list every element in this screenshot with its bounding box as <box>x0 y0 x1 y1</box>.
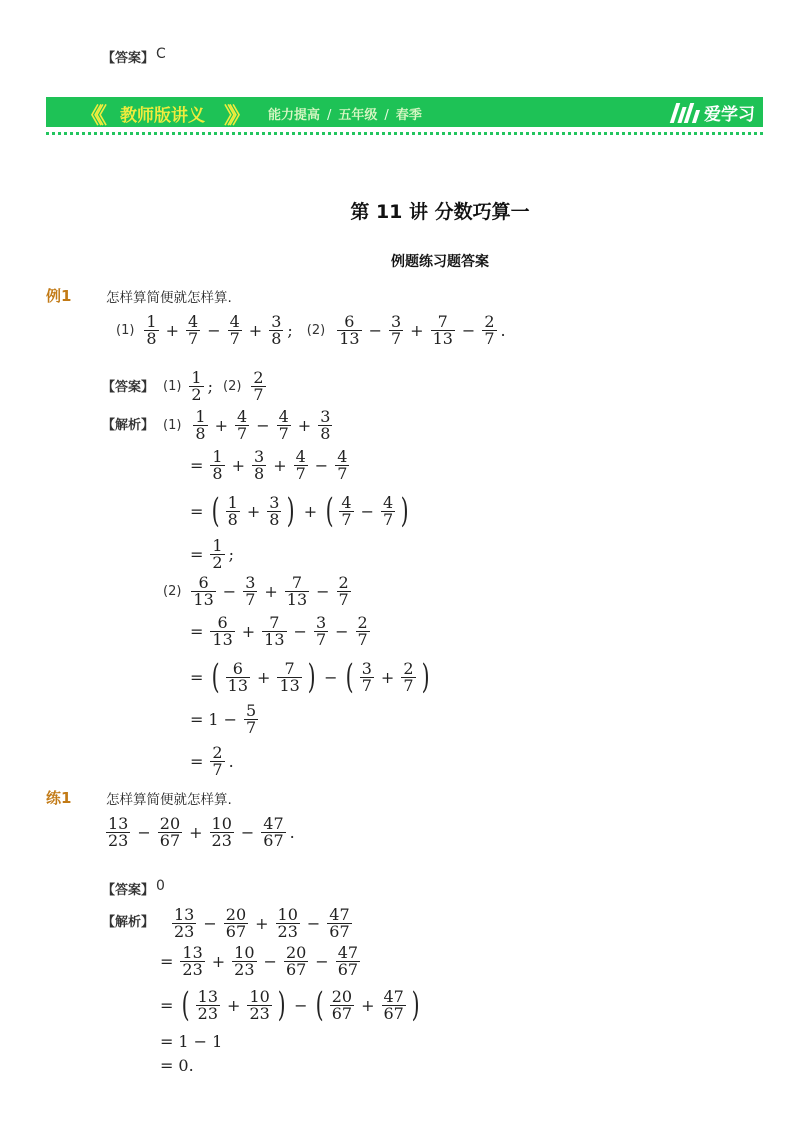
logo-mark-icon <box>670 101 700 123</box>
analysis-label: 【解析】 <box>102 418 155 433</box>
practice-prompt: 怎样算简便就怎样算. <box>106 792 232 808</box>
analysis-step: = ( $\frac{13}{23}$ + $\frac{10}{23}$ ) − ( $\frac{20}{67}$ + $\frac{47}{67}$ ) <box>160 985 420 1025</box>
analysis-step: = 1 − 1 <box>160 1031 223 1051</box>
analysis-step: = $\frac{13}{23}$ + $\frac{10}{23}$ − $\frac{20}{67}$ − $\frac{47}{67}$ <box>160 942 359 979</box>
fraction: $\frac{10}{23}$ <box>277 904 298 941</box>
lecture-title: 第 11 讲 分数巧算一 <box>350 201 530 223</box>
fraction: $\frac{20}{67}$ <box>159 813 181 850</box>
brand-logo <box>670 100 755 124</box>
example-label: 例1 <box>46 287 72 305</box>
analysis-step: = $\frac{1}{2}$ ; <box>190 535 234 572</box>
fraction: $\frac{20}{67}$ <box>285 942 307 979</box>
fraction: $\frac{3}{7}$ <box>245 572 256 609</box>
example-problem: (1) $\frac{1}{8}$ + $\frac{4}{7}$ − $\frac{4}{7}$ + $\frac{3}{8}$ ; (2) $\frac{6}{13}$ − $\frac{3}{7}$ + $\frac{7}{13}$ − $\frac{2}{7}$ . <box>116 311 506 348</box>
problem-part2-label: (2) <box>306 322 326 338</box>
fraction: $\frac{2}{7}$ <box>357 612 368 649</box>
fraction: $\frac{3}{7}$ <box>361 658 372 695</box>
example-prompt: 怎样算简便就怎样算. <box>106 290 232 306</box>
fraction: $\frac{4}{7}$ <box>337 446 348 483</box>
answer-label: 【答案】 <box>102 883 155 898</box>
fraction: $\frac{7}{13}$ <box>264 612 285 649</box>
teacher-edition-label: 教师版讲义 <box>120 106 205 126</box>
fraction: $\frac{4}{7}$ <box>229 311 240 348</box>
fraction: $\frac{1}{2}$ <box>191 367 202 404</box>
fraction: $\frac{2}{7}$ <box>338 572 349 609</box>
fraction: $\frac{2}{7}$ <box>253 367 264 404</box>
fraction: $\frac{2}{7}$ <box>403 658 414 695</box>
analysis-step: (1) $\frac{1}{8}$ + $\frac{4}{7}$ − $\frac{4}{7}$ + $\frac{3}{8}$ <box>163 406 331 443</box>
fraction: $\frac{6}{13}$ <box>227 658 249 695</box>
fraction: $\frac{13}{23}$ <box>197 986 219 1023</box>
fraction: $\frac{3}{8}$ <box>254 446 265 483</box>
fraction: $\frac{4}{7}$ <box>295 446 306 483</box>
fraction: $\frac{3}{8}$ <box>271 311 282 348</box>
analysis-step: $\frac{13}{23}$ − $\frac{20}{67}$ + $\frac{10}{23}$ − $\frac{47}{67}$ <box>174 904 350 941</box>
analysis-step: = ( $\frac{6}{13}$ + $\frac{7}{13}$ ) − ( $\frac{3}{7}$ + $\frac{2}{7}$ ) <box>190 657 430 697</box>
fraction: $\frac{47}{67}$ <box>383 986 404 1023</box>
fraction: $\frac{4}{7}$ <box>188 311 199 348</box>
top-answer-label: 【答案】 <box>102 51 155 66</box>
analysis-step: = 0. <box>160 1055 194 1075</box>
analysis-step: = $\frac{1}{8}$ + $\frac{3}{8}$ + $\frac{4}{7}$ − $\frac{4}{7}$ <box>190 446 348 483</box>
fraction: $\frac{3}{8}$ <box>320 406 331 443</box>
analysis-label: 【解析】 <box>102 915 155 930</box>
fraction: $\frac{10}{23}$ <box>211 813 232 850</box>
fraction: $\frac{3}{8}$ <box>269 492 280 529</box>
fraction: $\frac{10}{23}$ <box>249 986 270 1023</box>
breadcrumb-separator: / <box>384 108 389 123</box>
breadcrumb-grade: 五年级 <box>338 108 378 123</box>
fraction: $\frac{4}{7}$ <box>278 406 289 443</box>
fraction: $\frac{4}{7}$ <box>382 492 394 529</box>
fraction: $\frac{1}{8}$ <box>212 446 223 483</box>
fraction: $\frac{4}{7}$ <box>341 492 352 529</box>
fraction: $\frac{47}{67}$ <box>337 942 359 979</box>
top-answer-value: C <box>156 46 166 62</box>
analysis-step: = $\frac{6}{13}$ + $\frac{7}{13}$ − $\frac{3}{7}$ − $\frac{2}{7}$ <box>190 612 368 649</box>
fraction: $\frac{20}{67}$ <box>331 986 353 1023</box>
fraction: $\frac{1}{2}$ <box>212 535 223 572</box>
fraction: $\frac{13}{23}$ <box>182 942 203 979</box>
fraction: $\frac{3}{7}$ <box>390 311 402 348</box>
fraction: $\frac{13}{23}$ <box>108 813 129 850</box>
fraction: $\frac{13}{23}$ <box>174 904 195 941</box>
practice-answer-value: 0 <box>156 878 165 894</box>
example-answer: (1) $\frac{1}{2}$ ; (2) $\frac{2}{7}$ <box>163 367 264 404</box>
analysis-step: (2) $\frac{6}{13}$ − $\frac{3}{7}$ + $\frac{7}{13}$ − $\frac{2}{7}$ <box>163 572 349 609</box>
breadcrumb-separator: / <box>327 108 332 123</box>
breadcrumb <box>268 104 422 123</box>
fraction: $\frac{6}{13}$ <box>193 572 214 609</box>
fraction: $\frac{47}{67}$ <box>329 904 350 941</box>
fraction: $\frac{7}{13}$ <box>432 311 453 348</box>
fraction: $\frac{20}{67}$ <box>225 904 247 941</box>
chevron-left-icon: 《《 <box>80 104 102 129</box>
fraction: $\frac{10}{23}$ <box>234 942 255 979</box>
practice-problem: $\frac{13}{23}$ − $\frac{20}{67}$ + $\frac{10}{23}$ − $\frac{47}{67}$ . <box>108 813 295 850</box>
breadcrumb-term: 春季 <box>395 108 422 123</box>
fraction: $\frac{1}{8}$ <box>227 492 238 529</box>
analysis-step: = $\frac{2}{7}$ . <box>190 742 234 779</box>
fraction: $\frac{6}{13}$ <box>212 612 233 649</box>
fraction: $\frac{4}{7}$ <box>237 406 248 443</box>
breadcrumb-level: 能力提高 <box>268 108 321 123</box>
analysis-step: = ( $\frac{1}{8}$ + $\frac{3}{8}$ ) + ( $\frac{4}{7}$ − $\frac{4}{7}$ ) <box>190 491 409 531</box>
problem-part1-label: (1) <box>116 322 135 338</box>
fraction: $\frac{2}{7}$ <box>212 742 223 779</box>
logo-text: 爱学习 <box>704 104 755 125</box>
fraction: $\frac{1}{8}$ <box>146 311 157 348</box>
fraction: $\frac{5}{7}$ <box>246 700 257 737</box>
answer-label: 【答案】 <box>102 380 155 395</box>
lecture-header-banner <box>46 97 763 127</box>
fraction: $\frac{3}{7}$ <box>315 612 327 649</box>
fraction: $\frac{7}{13}$ <box>286 572 308 609</box>
analysis-step: = 1 − $\frac{5}{7}$ <box>190 700 257 737</box>
fraction: $\frac{1}{8}$ <box>195 406 206 443</box>
chevron-right-icon: 》》 <box>224 104 246 129</box>
fraction: $\frac{2}{7}$ <box>484 311 495 348</box>
header-divider <box>46 132 763 135</box>
fraction: $\frac{6}{13}$ <box>339 311 360 348</box>
practice-label: 练1 <box>46 789 72 807</box>
fraction: $\frac{47}{67}$ <box>263 813 284 850</box>
section-title: 例题练习题答案 <box>391 254 489 270</box>
fraction: $\frac{7}{13}$ <box>279 658 300 695</box>
